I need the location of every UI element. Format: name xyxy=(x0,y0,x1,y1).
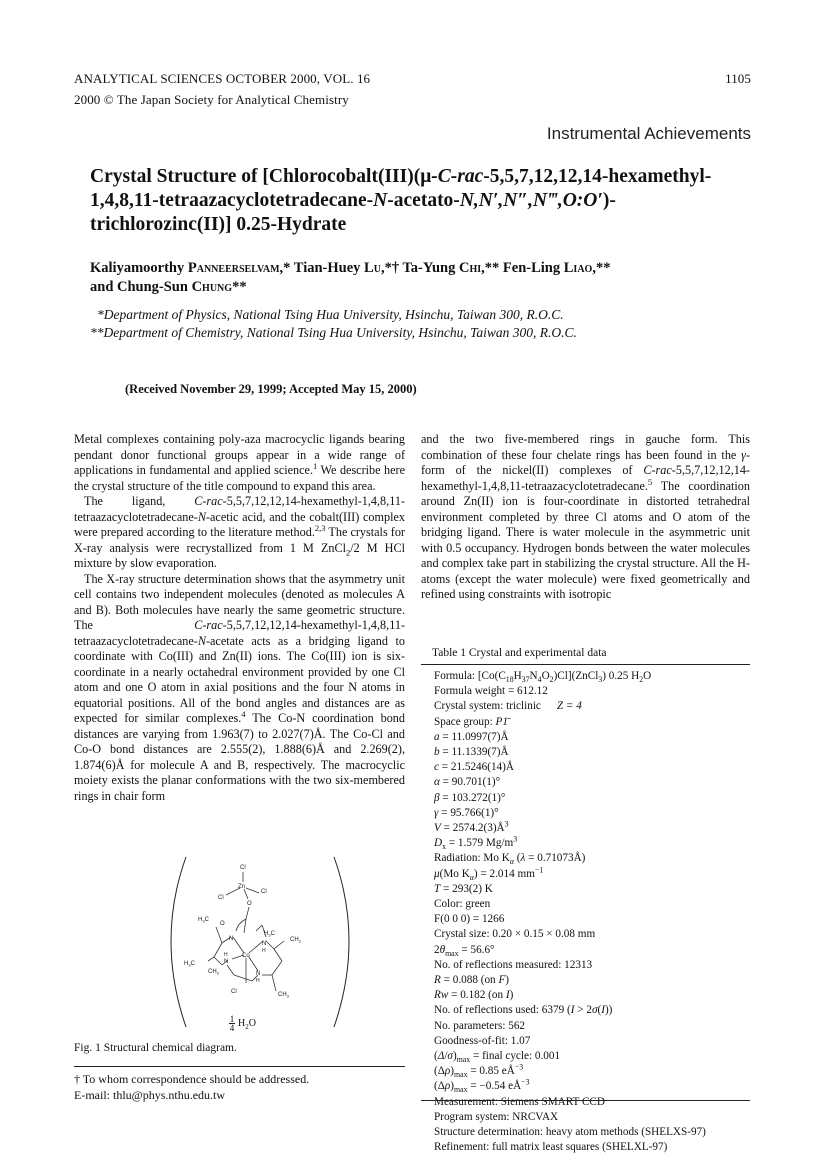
diagram-label: H xyxy=(256,978,260,984)
footnote-rule xyxy=(74,1066,405,1067)
table-row: No. of reflections used: 6379 (I > 2σ(I)) xyxy=(434,1004,613,1017)
affiliation-physics: *Department of Physics, National Tsing Hua University, Hsinchu, Taiwan 300, R.O.C. xyxy=(97,307,564,322)
table-row: Measurement: Siemens SMART CCD xyxy=(434,1095,605,1108)
diagram-label: N xyxy=(224,959,229,965)
article-title: Crystal Structure of [Chlorocobalt(III)(μ-C-rac-5,5,7,12,12,14-hexamethyl- 1,4,8,11-tetraazacyclotetradecane-N-acetato-N,N′,N″,N‴,O:O′)- trichlorozinc(II)] 0.25-Hydrate xyxy=(90,166,712,235)
table-row: Goodness-of-fit: 1.07 xyxy=(434,1034,531,1047)
body-right-column xyxy=(421,432,750,603)
diagram-label: O xyxy=(220,921,225,927)
table-row: Program system: NRCVAX xyxy=(434,1110,559,1123)
structural-diagram xyxy=(160,855,360,1035)
table-row: γ = 95.766(1)° xyxy=(434,806,499,819)
table-row: R = 0.088 (on F) xyxy=(434,974,510,987)
left-bracket xyxy=(171,857,186,1027)
copyright-line: 2000 © The Japan Society for Analytical Chemistry xyxy=(74,92,349,107)
diagram-label: H xyxy=(262,948,266,954)
diagram-label: Cl xyxy=(231,989,237,995)
author-list: Kaliyamoorthy Panneerselvam,* Tian-Huey Lu,*† Ta-Yung Chi,** Fen-Ling Liao,** and Chung-Sun Chung** xyxy=(90,260,611,295)
diagram-label: N xyxy=(229,936,234,942)
table-row: Radiation: Mo $K_\alpha$ (λ = 0.71073Å) xyxy=(434,852,586,867)
footnote-correspondence: † To whom correspondence should be addressed. xyxy=(74,1072,310,1086)
table-row: T = 293(2) K xyxy=(434,882,493,895)
table-row: Formula: $[Co(C_{18}H_{37}N_4O_2)Cl](ZnCl_3)$ 0.25 $H_2O$ xyxy=(434,670,652,685)
diagram-label: Cl xyxy=(261,889,267,895)
table-row: No. of reflections measured: 12313 xyxy=(434,958,593,971)
table-row: Refinement: full matrix least squares (SHELXL-97) xyxy=(434,1141,668,1154)
table-row: c = 21.5246(14)Å xyxy=(434,761,514,774)
diagram-label: $H_3C$ xyxy=(198,917,209,924)
paragraph: and the two five-membered rings in gauche form. This combination of these four chelate rings has been found in the γ-form of the nickel(II) complexes of C-rac-5,5,7,12,12,14-hexamethyl-1,4,8,11-tetraazacyclotetradecane.$^5$ The coordination around Zn(II) ion is four-coordinate in distorted tetrahedral environment completed by three Cl atoms and O atom of the bridging ligand. There is water molecule in the asymmetric unit with 0.5 occupancy. Hydrogen bonds between the water molecules and complex take part in stabilizing the crystal structure. All the H-atoms (except the water molecule) were fixed geometrically and refined using constraints with isotropic xyxy=(421,432,750,601)
table-row: $V = 2574.2(3)Å^3$ xyxy=(434,819,509,835)
table-row: α = 90.701(1)° xyxy=(434,776,501,789)
table-row: Crystal system: triclinic Z = 4 xyxy=(434,700,582,713)
table-row: $(\Delta\rho)_{max} = 0.85$ $eÅ^{-3}$ xyxy=(434,1062,524,1080)
received-dates: (Received November 29, 1999; Accepted May 15, 2000) xyxy=(125,382,417,396)
journal-header: ANALYTICAL SCIENCES OCTOBER 2000, VOL. 16 xyxy=(74,71,371,86)
figure-caption: Fig. 1 Structural chemical diagram. xyxy=(74,1042,237,1054)
body-left-column xyxy=(74,432,405,804)
table-bottom-rule xyxy=(421,1100,750,1101)
table-row: $D_x = 1.579$ $Mg/m^3$ xyxy=(434,834,518,852)
table-row: F(0 0 0) = 1266 xyxy=(434,913,505,926)
table-row: a = 11.0997(7)Å xyxy=(434,730,509,743)
water-fraction: 1 4 xyxy=(229,1014,235,1033)
table-row: $2\theta_{max} = 56.6^\circ$ xyxy=(434,943,495,958)
diagram-label: N xyxy=(262,941,267,947)
diagram-label: $H_3C$ xyxy=(264,931,275,938)
table-row: Structure determination: heavy atom methods (SHELXS-97) xyxy=(434,1126,706,1139)
table-row: β = 103.272(1)° xyxy=(434,791,506,804)
diagram-label: N xyxy=(256,971,261,977)
table-caption: Table 1 Crystal and experimental data xyxy=(432,647,607,659)
table-row: No. parameters: 562 xyxy=(434,1019,526,1032)
diagram-label: Cl xyxy=(218,895,224,901)
table-row: b = 11.1339(7)Å xyxy=(434,746,509,759)
table-row: $(\Delta/\sigma)_{max}$ = final cycle: 0.001 xyxy=(434,1050,561,1065)
footnote-email: E-mail: thlu@phys.nthu.edu.tw xyxy=(74,1087,226,1102)
diagram-label: H xyxy=(224,952,228,958)
paragraph: The X-ray structure determination shows that the asymmetry unit cell contains two independent molecules (denoted as molecules A and B). Both molecules have nearly the same geometric structure. The C-rac-5,5,7,12,12,14-hexamethyl-1,4,8,11-tetraazacyclotetradecane-N-acetate acts as a bridging ligand to coordinate with Co(III) and Zn(II) ions. The Co(III) ion is six-coordinate in a nearly octahedral environment provided by one Cl atom and one O atom in axial positions and the four N atoms in equatorial positions. All of the bond angles and distances are as expected for similar complexes.$^4$ The Co-N coordination bond distances are varying from 1.963(7) to 2.027(7)Å. The Co-Cl and Co-O bond distances are 2.555(2), 1.888(6)Å and 2.269(2), 1.874(6)Å for molecule A and B, respectively. The macrocyclic moiety exists the planar conformations with the two six-membered rings in chair form xyxy=(74,571,405,803)
diagram-label: Zn xyxy=(238,884,246,890)
diagram-label: $CH_3$ xyxy=(290,937,301,944)
right-bracket xyxy=(334,857,349,1027)
crystal-data-table xyxy=(434,669,706,1156)
diagram-label: $H_3C$ xyxy=(184,961,195,968)
section-label: Instrumental Achievements xyxy=(546,124,751,143)
table-row: Rw = 0.182 (on I) xyxy=(434,989,514,1002)
footnote xyxy=(74,1072,309,1103)
table-row: μ(Mo $K_\alpha) = 2.014$ $mm^{-1}$ xyxy=(434,864,544,882)
diagram-label: $CH_3$ xyxy=(278,992,289,999)
diagram-label: Co xyxy=(242,953,250,959)
diagram-label: $CH_3$ xyxy=(208,969,219,976)
diagram-label: Cl xyxy=(240,865,246,871)
table-row: Space group: P1̄ xyxy=(434,715,508,728)
water-formula: $H_2O$ xyxy=(238,1018,256,1031)
affiliation-chemistry: **Department of Chemistry, National Tsing Hua University, Hsinchu, Taiwan 300, R.O.C. xyxy=(90,325,577,340)
paragraph: The ligand, C-rac-5,5,7,12,12,14-hexamethyl-1,4,8,11-tetraazacyclotetradecane-N-acetic acid, and the cobalt(III) complex were prepared according to the literature method.$^{2,3}$ The crystals for X-ray analysis were recrystallized from 1 M ZnCl$_2$/2 M HCl mixture by slow evaporation. xyxy=(74,494,405,570)
table-row: $(\Delta\rho)_{max} = -0.54$ $eÅ^{-3}$ xyxy=(434,1077,530,1095)
table-row: Color: green xyxy=(434,898,491,911)
diagram-label: O xyxy=(247,901,252,907)
table-top-rule xyxy=(421,664,750,665)
paragraph: Metal complexes containing poly-aza macrocyclic ligands bearing pendant donor functional groups appear in a wide range of applications in fundamental and applied science.$^1$ We describe here the crystal structure of the title compound to expand this area. xyxy=(74,432,405,493)
table-row: Crystal size: 0.20 × 0.15 × 0.08 mm xyxy=(434,928,596,941)
table-row: Formula weight = 612.12 xyxy=(434,685,548,698)
page-number: 1105 xyxy=(725,71,751,86)
